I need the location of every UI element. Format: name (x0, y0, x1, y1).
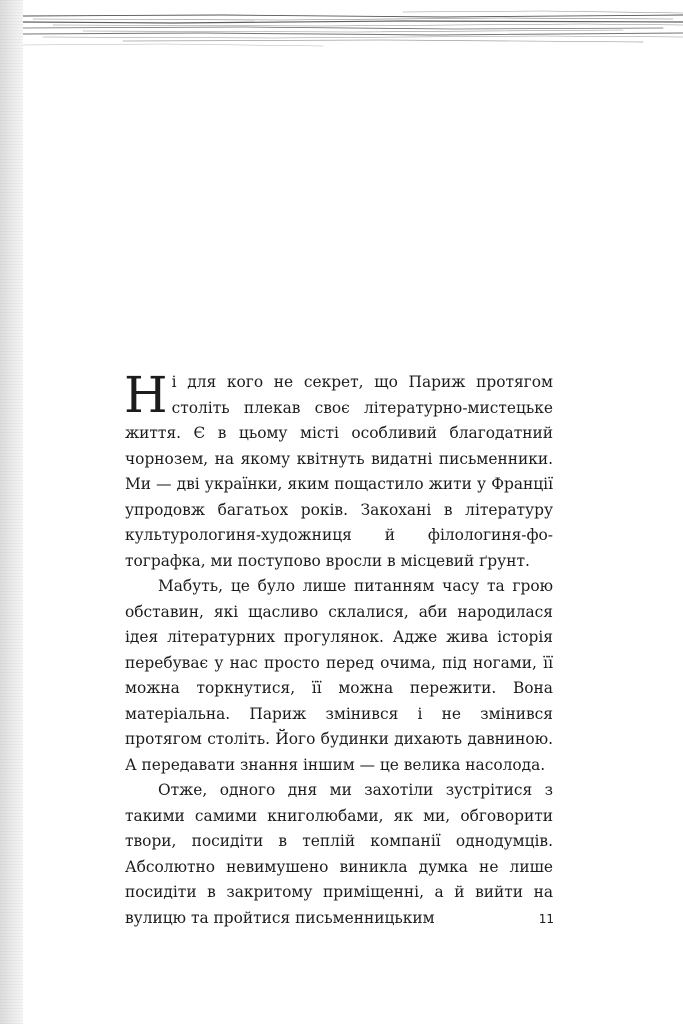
page-number: 11 (538, 912, 554, 926)
paragraph-3: Отже, одного дня ми захотіли зустрітися з такими самими книголюбами, як ми, обговорити твори, посидіти в теплій компанії однодумців. Абсолютно невимушено виникла думка не лише посидіти в закритому приміщенні, а й вийти на вулицю та пройтися письменницьким (125, 781, 553, 927)
top-brush-decoration (23, 0, 683, 60)
paragraph-1-text: і для кого не секрет, що Париж протягом століть плекав своє літературно-мистецьке життя. Є в цьому місті особливий благодатний чорнозем, на якому квітнуть видатні письменники. Ми — дві українки, яким пощастило жити у Франції упродовж багатьох років. Закохані в літературу культурологиня-художниця й філологиня-фотографка, ми поступово вросли в місцевий ґрунт. (125, 373, 553, 570)
body-text (124, 366, 553, 931)
drop-cap: Н (124, 366, 168, 424)
paragraph-2: Мабуть, це було лише питанням часу та грою обставин, які щасливо склалися, аби народилася ідея літературних прогулянок. Адже жива історія перебуває у нас просто перед очима, під ногами, її можна торкнутися, її можна пережити. Вона матеріальна. Париж змінився і не змінився протягом століть. Його будинки дихають давниною. А передавати знання іншим — це велика насолода. (125, 577, 553, 774)
page-edge-texture (0, 0, 23, 1024)
paragraph-1 (124, 366, 553, 574)
